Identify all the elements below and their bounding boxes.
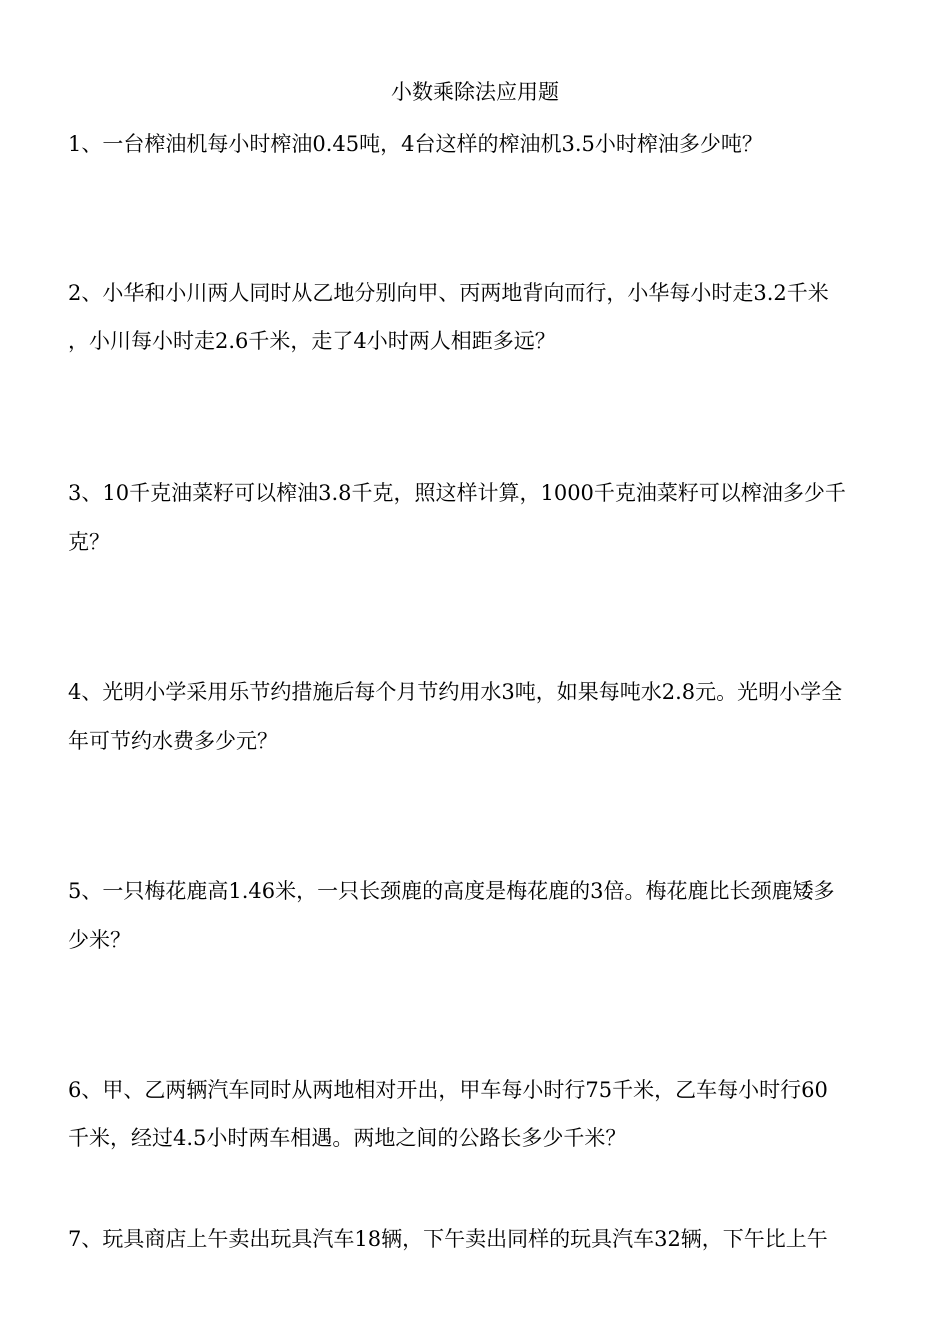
problem-7-line-1: 7、玩具商店上午卖出玩具汽车18辆，下午卖出同样的玩具汽车32辆，下午比上午 [68, 1227, 828, 1251]
problem-4-line-1: 4、光明小学采用乐节约措施后每个月节约用水3吨，如果每吨水2.8元。光明小学全 [68, 680, 843, 704]
problem-3-line-2: 克？ [68, 530, 110, 554]
problem-6-line-1: 6、甲、乙两辆汽车同时从两地相对开出，甲车每小时行75千米，乙车每小时行60 [68, 1078, 828, 1102]
page-title: 小数乘除法应用题 [391, 80, 559, 104]
problem-4-line-2: 年可节约水费多少元？ [68, 729, 278, 753]
problem-6-line-2: 千米，经过4.5小时两车相遇。两地之间的公路长多少千米？ [68, 1126, 627, 1150]
problem-1-line-1: 1、一台榨油机每小时榨油0.45吨，4台这样的榨油机3.5小时榨油多少吨？ [68, 132, 763, 156]
problem-2-line-2: ，小川每小时走2.6千米，走了4小时两人相距多远？ [68, 329, 556, 353]
problem-2-line-1: 2、小华和小川两人同时从乙地分别向甲、丙两地背向而行，小华每小时走3.2千米 [68, 281, 829, 305]
problem-5-line-1: 5、一只梅花鹿高1.46米，一只长颈鹿的高度是梅花鹿的3倍。梅花鹿比长颈鹿矮多 [68, 879, 835, 903]
problem-3-line-1: 3、10千克油菜籽可以榨油3.8千克，照这样计算，1000千克油菜籽可以榨油多少千 [68, 481, 846, 505]
problem-5-line-2: 少米？ [68, 928, 131, 952]
